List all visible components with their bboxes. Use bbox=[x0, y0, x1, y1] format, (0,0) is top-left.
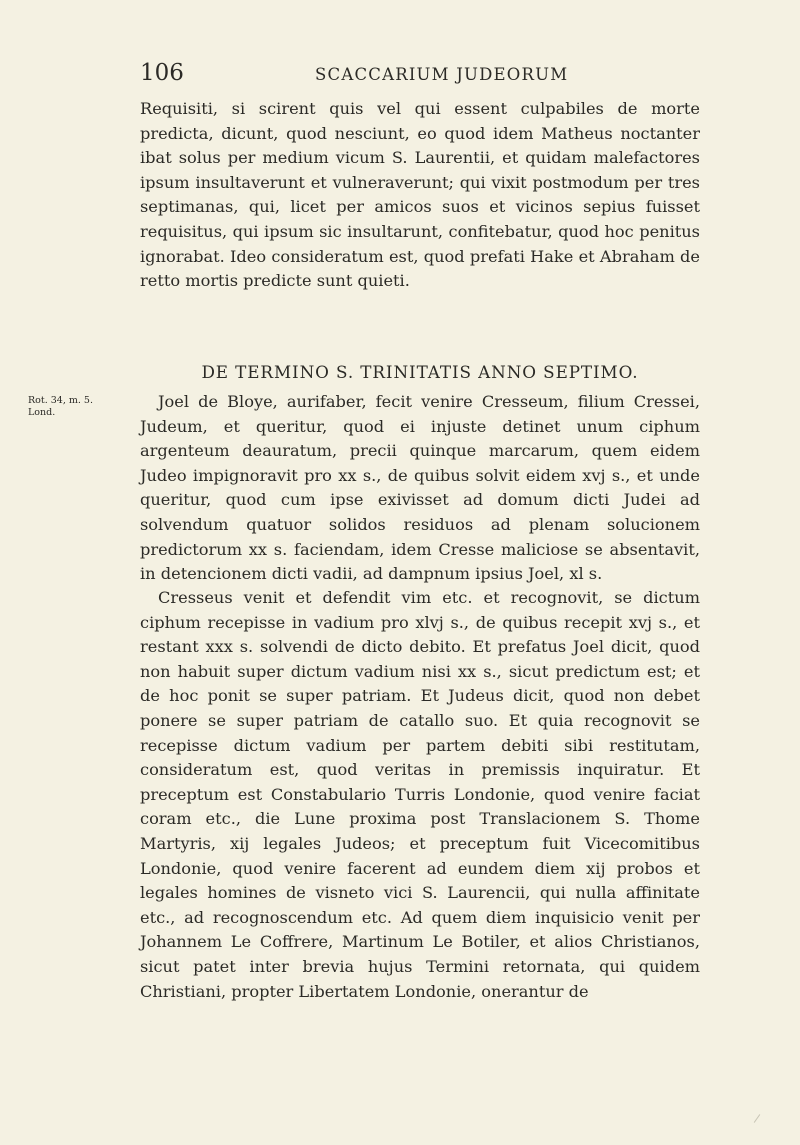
margin-note bbox=[28, 395, 128, 419]
margin-note-roll: Rot. 34, m. 5. bbox=[28, 395, 93, 406]
margin-note-place: Lond. bbox=[28, 407, 56, 418]
running-title: SCACCARIUM JUDEORUM bbox=[315, 65, 569, 84]
page-blemish bbox=[754, 1114, 761, 1123]
paragraph-cresseus: Cresseus venit et defendit vim etc. et recognovit, se dictum ciphum recepisse in vadium pro xlvj s., de quibus recepit xvj s., et restant xxx s. solvendi de dicto debito. Et prefatus Joel dicit, quod non habuit super dictum vadium nisi xx s., sicut predictum est; et de hoc ponit se super patriam. Et Judeus dicit, quod non debet ponere se super patriam de catallo suo. Et quia recognovit se recepisse dictum vadium per partem debiti sibi restitutam, consideratum est, quod veritas in premissis inquiratur. Et preceptum est Constabulario Turris Londonie, quod venire faciat coram etc., die Lune proxima post Translacionem S. Thome Martyris, xij legales Judeos; et preceptum fuit Vicecomitibus Londonie, quod venire facerent ad eundem diem xij probos et legales homines de visneto vici S. Laurencii, qui nulla affinitate etc., ad recognoscendum etc. Ad quem diem inquisicio venit per Johannem Le Coffrere, Martinum Le Botiler, et alios Christianos, sicut patet inter brevia hujus Termini retornata, qui quidem Christiani, propter Libertatem Londonie, onerantur de bbox=[140, 588, 700, 1001]
paragraph-requisiti: Requisiti, si scirent quis vel qui essent culpabiles de morte predicta, dicunt, quod nesciunt, eo quod idem Matheus noctanter ibat solus per medium vicum S. Laurentii, et quidam malefactores ipsum insultaverunt et vulneraverunt; qui vixit postmodum per tres septimanas, qui, licet per amicos suos et vicinos sepius fuisset requisitus, qui ipsum sic insultarunt, confitebatur, quod hoc penitus ignorabat. Ideo consideratum est, quod prefati Hake et Abraham de retto mortis predicte sunt quieti. bbox=[140, 99, 700, 291]
section-heading: DE TERMINO S. TRINITATIS ANNO SEPTIMO. bbox=[201, 362, 639, 382]
paragraph-joel-de-bloye: Joel de Bloye, aurifaber, fecit venire Cresseum, filium Cressei, Judeum, et queritur, quod ei injuste detinet unum ciphum argenteum deauratum, precii quinque marcarum, quem eidem Judeo impignoravit pro xx s., de quibus solvit eidem xvj s., et unde queritur, quod cum ipse exivisset ad domum dicti Judei ad solvendum quatuor solidos residuos ad plenam solucionem predictorum xx s. faciendam, idem Cresse maliciose se absentavit, in detencionem dicti vadii, ad dampnum ipsius Joel, xl s. bbox=[140, 392, 700, 584]
page-number: 106 bbox=[140, 60, 184, 86]
running-head bbox=[140, 60, 700, 92]
